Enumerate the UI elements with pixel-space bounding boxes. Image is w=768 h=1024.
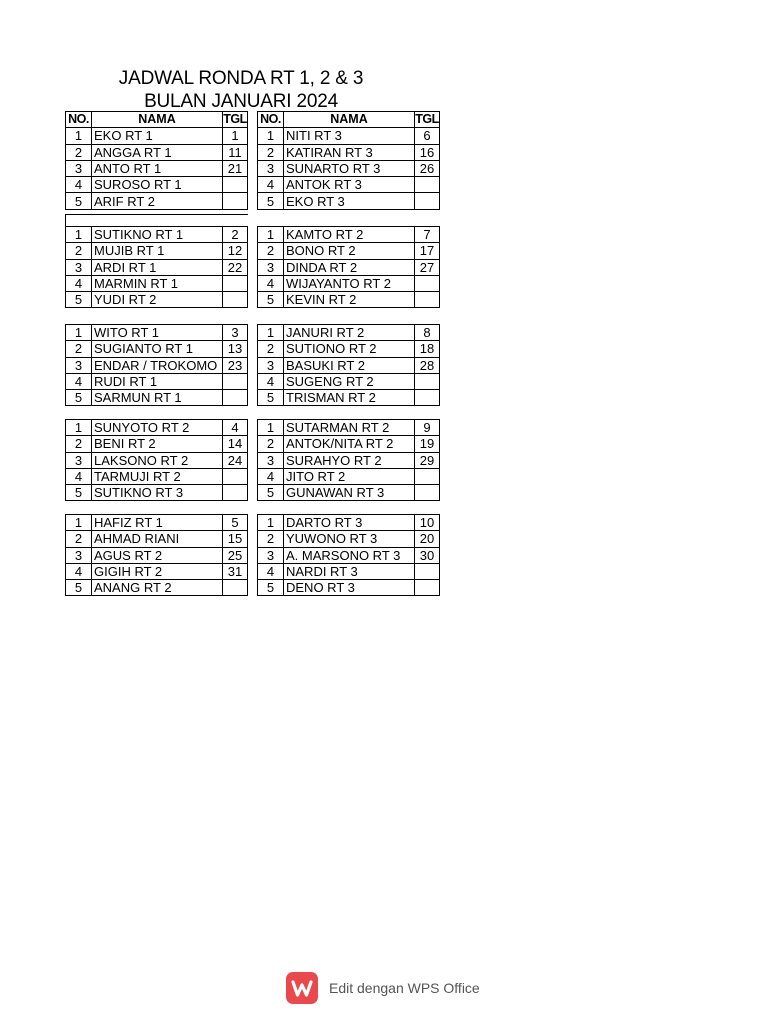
- row-date: 25: [223, 547, 248, 563]
- row-number: 4: [66, 373, 92, 389]
- page-subtitle: BULAN JANUARI 2024: [144, 91, 338, 112]
- row-number: 2: [258, 436, 284, 452]
- row-number: 3: [258, 452, 284, 468]
- row-date: 18: [415, 341, 440, 357]
- row-date: [415, 193, 440, 209]
- row-date: 2: [223, 227, 248, 243]
- table-row: [258, 485, 440, 501]
- header-no: NO.: [66, 112, 92, 128]
- row-date: [223, 292, 248, 308]
- row-name: NITI RT 3: [284, 128, 415, 144]
- row-number: 5: [258, 580, 284, 596]
- header-no: NO.: [258, 112, 284, 128]
- row-date: [223, 468, 248, 484]
- table-row: [66, 452, 248, 468]
- row-date: 24: [223, 452, 248, 468]
- table-row: [66, 357, 248, 373]
- row-date: 15: [223, 531, 248, 547]
- row-name: BENI RT 2: [92, 436, 223, 452]
- row-date: [223, 580, 248, 596]
- row-name: AHMAD RIANI: [92, 531, 223, 547]
- table-row: [258, 177, 440, 193]
- row-name: SUGIANTO RT 1: [92, 341, 223, 357]
- row-name: DINDA RT 2: [284, 259, 415, 275]
- schedule-table-1-left: [65, 111, 248, 210]
- row-name: KEVIN RT 2: [284, 292, 415, 308]
- row-number: 3: [258, 259, 284, 275]
- schedule-table-4-left: [65, 419, 248, 501]
- row-date: 8: [415, 325, 440, 341]
- row-name: EKO RT 1: [92, 128, 223, 144]
- row-number: 5: [66, 485, 92, 501]
- table-row: [66, 259, 248, 275]
- schedule-table-3-left: [65, 324, 248, 406]
- table-row: [258, 193, 440, 209]
- row-name: SUTARMAN RT 2: [284, 420, 415, 436]
- row-name: ARDI RT 1: [92, 259, 223, 275]
- schedule-table-5-left: [65, 514, 248, 596]
- row-date: [415, 390, 440, 406]
- row-number: 4: [258, 468, 284, 484]
- table-row: [258, 227, 440, 243]
- table-row: [258, 357, 440, 373]
- row-number: 3: [258, 160, 284, 176]
- row-name: SUTIKNO RT 1: [92, 227, 223, 243]
- row-date: 6: [415, 128, 440, 144]
- table-row: [66, 390, 248, 406]
- row-name: SUTIKNO RT 3: [92, 485, 223, 501]
- row-date: 10: [415, 515, 440, 531]
- row-number: 2: [258, 531, 284, 547]
- row-date: [223, 373, 248, 389]
- row-name: DARTO RT 3: [284, 515, 415, 531]
- table-row: [66, 144, 248, 160]
- page-title: JADWAL RONDA RT 1, 2 & 3: [118, 68, 364, 89]
- row-name: YUDI RT 2: [92, 292, 223, 308]
- row-name: WIJAYANTO RT 2: [284, 275, 415, 291]
- table-row: [258, 144, 440, 160]
- table-row: [66, 275, 248, 291]
- row-number: 5: [258, 485, 284, 501]
- row-number: 3: [66, 160, 92, 176]
- row-name: GIGIH RT 2: [92, 563, 223, 579]
- schedule-table-1-right: [257, 111, 440, 210]
- row-number: 5: [66, 292, 92, 308]
- row-date: [223, 275, 248, 291]
- row-date: [223, 193, 248, 209]
- row-number: 4: [66, 275, 92, 291]
- row-date: [415, 485, 440, 501]
- header-tgl: TGL: [415, 112, 439, 127]
- row-name: SUGENG RT 2: [284, 373, 415, 389]
- table-row: [66, 193, 248, 209]
- table-header-row: [258, 112, 440, 128]
- row-date: [415, 580, 440, 596]
- row-date: [223, 485, 248, 501]
- table-row: [66, 292, 248, 308]
- table-row: [66, 468, 248, 484]
- row-number: 5: [66, 580, 92, 596]
- row-name: EKO RT 3: [284, 193, 415, 209]
- row-date: 28: [415, 357, 440, 373]
- table-row: [258, 390, 440, 406]
- row-name: MUJIB RT 1: [92, 243, 223, 259]
- table-row: [66, 563, 248, 579]
- table-row: [66, 325, 248, 341]
- row-name: DENO RT 3: [284, 580, 415, 596]
- row-number: 1: [66, 128, 92, 144]
- row-name: SUNARTO RT 3: [284, 160, 415, 176]
- row-name: KAMTO RT 2: [284, 227, 415, 243]
- table-row: [66, 485, 248, 501]
- row-date: 7: [415, 227, 440, 243]
- row-name: ANGGA RT 1: [92, 144, 223, 160]
- row-number: 2: [66, 144, 92, 160]
- row-name: ANTOK/NITA RT 2: [284, 436, 415, 452]
- row-number: 2: [258, 243, 284, 259]
- row-date: [415, 373, 440, 389]
- row-date: 1: [223, 128, 248, 144]
- row-date: 27: [415, 259, 440, 275]
- row-name: ARIF RT 2: [92, 193, 223, 209]
- row-date: 30: [415, 547, 440, 563]
- row-date: 31: [223, 563, 248, 579]
- row-name: JITO RT 2: [284, 468, 415, 484]
- row-date: 5: [223, 515, 248, 531]
- row-number: 3: [258, 357, 284, 373]
- row-name: RUDI RT 1: [92, 373, 223, 389]
- row-number: 2: [258, 144, 284, 160]
- row-name: KATIRAN RT 3: [284, 144, 415, 160]
- row-date: [415, 177, 440, 193]
- row-name: BASUKI RT 2: [284, 357, 415, 373]
- row-number: 3: [258, 547, 284, 563]
- row-date: [415, 563, 440, 579]
- row-number: 5: [258, 390, 284, 406]
- row-date: 26: [415, 160, 440, 176]
- group-divider: [65, 214, 66, 226]
- row-number: 1: [258, 128, 284, 144]
- header-nama: NAMA: [92, 112, 223, 128]
- row-number: 1: [258, 325, 284, 341]
- row-name: ANANG RT 2: [92, 580, 223, 596]
- row-number: 1: [66, 420, 92, 436]
- row-name: LAKSONO RT 2: [92, 452, 223, 468]
- row-number: 3: [66, 259, 92, 275]
- row-date: 11: [223, 144, 248, 160]
- schedule-table-5-right: [257, 514, 440, 596]
- row-number: 5: [258, 292, 284, 308]
- row-name: AGUS RT 2: [92, 547, 223, 563]
- row-name: ANTO RT 1: [92, 160, 223, 176]
- table-row: [66, 373, 248, 389]
- table-row: [66, 531, 248, 547]
- row-name: A. MARSONO RT 3: [284, 547, 415, 563]
- row-name: SARMUN RT 1: [92, 390, 223, 406]
- table-row: [258, 275, 440, 291]
- table-row: [258, 580, 440, 596]
- table-row: [66, 227, 248, 243]
- table-header-row: [66, 112, 248, 128]
- table-row: [258, 547, 440, 563]
- table-row: [66, 420, 248, 436]
- row-date: 17: [415, 243, 440, 259]
- row-name: TRISMAN RT 2: [284, 390, 415, 406]
- table-row: [66, 177, 248, 193]
- table-row: [66, 243, 248, 259]
- header-nama: NAMA: [284, 112, 415, 128]
- row-number: 1: [66, 325, 92, 341]
- schedule-table-4-right: [257, 419, 440, 501]
- group-divider: [65, 214, 248, 215]
- row-date: [223, 390, 248, 406]
- schedule-table-2-left: [65, 226, 248, 308]
- row-date: 29: [415, 452, 440, 468]
- table-row: [258, 531, 440, 547]
- table-row: [258, 515, 440, 531]
- row-date: 21: [223, 160, 248, 176]
- row-number: 4: [66, 468, 92, 484]
- schedule-table-3-right: [257, 324, 440, 406]
- row-number: 4: [66, 177, 92, 193]
- row-date: 19: [415, 436, 440, 452]
- table-row: [66, 547, 248, 563]
- row-number: 1: [66, 515, 92, 531]
- row-name: SUTIONO RT 2: [284, 341, 415, 357]
- header-tgl: TGL: [223, 112, 247, 127]
- row-name: GUNAWAN RT 3: [284, 485, 415, 501]
- row-name: TARMUJI RT 2: [92, 468, 223, 484]
- row-number: 4: [258, 177, 284, 193]
- row-number: 1: [258, 515, 284, 531]
- table-row: [66, 128, 248, 144]
- table-row: [258, 259, 440, 275]
- table-row: [258, 243, 440, 259]
- row-name: ENDAR / TROKOMO: [92, 357, 223, 373]
- row-number: 2: [66, 531, 92, 547]
- table-row: [258, 420, 440, 436]
- row-date: [415, 275, 440, 291]
- row-date: 3: [223, 325, 248, 341]
- table-row: [258, 373, 440, 389]
- table-row: [258, 563, 440, 579]
- row-name: ANTOK RT 3: [284, 177, 415, 193]
- row-date: 23: [223, 357, 248, 373]
- row-name: WITO RT 1: [92, 325, 223, 341]
- row-number: 2: [66, 243, 92, 259]
- row-number: 3: [66, 452, 92, 468]
- row-name: NARDI RT 3: [284, 563, 415, 579]
- row-number: 5: [66, 390, 92, 406]
- row-name: MARMIN RT 1: [92, 275, 223, 291]
- wps-edit-banner[interactable]: [286, 972, 480, 1004]
- row-name: SUROSO RT 1: [92, 177, 223, 193]
- row-date: 20: [415, 531, 440, 547]
- table-row: [258, 452, 440, 468]
- schedule-table-2-right: [257, 226, 440, 308]
- row-number: 2: [66, 341, 92, 357]
- row-number: 4: [258, 373, 284, 389]
- row-number: 3: [66, 357, 92, 373]
- table-row: [258, 292, 440, 308]
- table-row: [66, 341, 248, 357]
- row-date: 12: [223, 243, 248, 259]
- row-number: 1: [258, 227, 284, 243]
- table-row: [258, 160, 440, 176]
- row-name: BONO RT 2: [284, 243, 415, 259]
- table-row: [258, 468, 440, 484]
- row-date: 16: [415, 144, 440, 160]
- wps-office-logo-icon[interactable]: [286, 972, 318, 1004]
- row-name: YUWONO RT 3: [284, 531, 415, 547]
- row-date: 4: [223, 420, 248, 436]
- row-name: HAFIZ RT 1: [92, 515, 223, 531]
- row-number: 4: [258, 275, 284, 291]
- row-number: 4: [258, 563, 284, 579]
- row-number: 5: [66, 193, 92, 209]
- table-row: [66, 436, 248, 452]
- row-number: 4: [66, 563, 92, 579]
- row-number: 2: [258, 341, 284, 357]
- table-row: [66, 580, 248, 596]
- row-date: 9: [415, 420, 440, 436]
- table-row: [258, 436, 440, 452]
- table-row: [66, 160, 248, 176]
- row-number: 5: [258, 193, 284, 209]
- wps-edit-text[interactable]: Edit dengan WPS Office: [329, 980, 480, 996]
- row-date: [415, 468, 440, 484]
- table-row: [258, 325, 440, 341]
- row-date: [415, 292, 440, 308]
- row-number: 2: [66, 436, 92, 452]
- row-number: 3: [66, 547, 92, 563]
- row-number: 1: [258, 420, 284, 436]
- row-name: JANURI RT 2: [284, 325, 415, 341]
- row-number: 1: [66, 227, 92, 243]
- row-name: SURAHYO RT 2: [284, 452, 415, 468]
- row-name: SUNYOTO RT 2: [92, 420, 223, 436]
- row-date: [223, 177, 248, 193]
- table-row: [258, 341, 440, 357]
- row-date: 13: [223, 341, 248, 357]
- table-row: [258, 128, 440, 144]
- row-date: 22: [223, 259, 248, 275]
- table-row: [66, 515, 248, 531]
- row-date: 14: [223, 436, 248, 452]
